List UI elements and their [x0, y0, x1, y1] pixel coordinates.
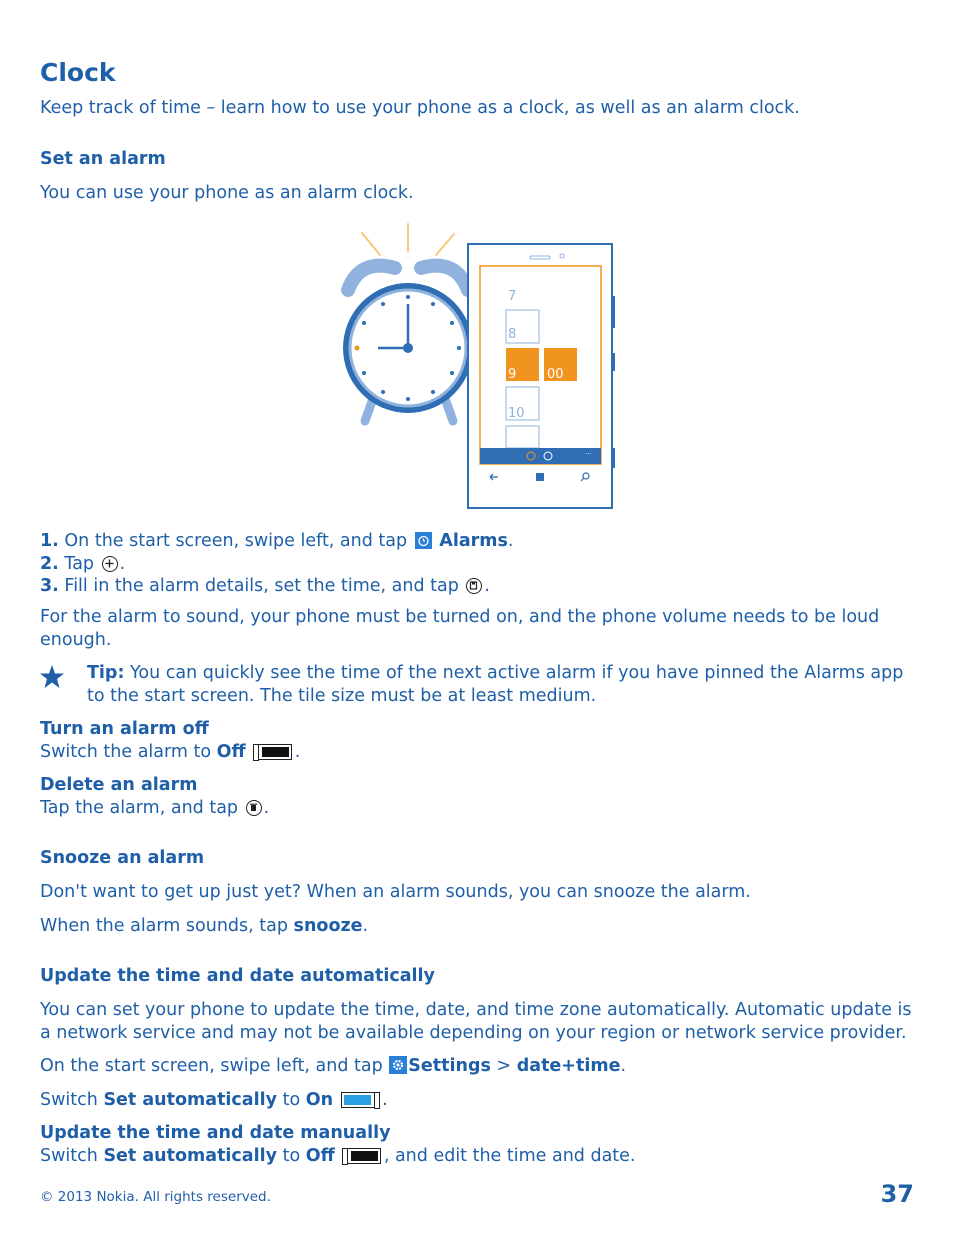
toggle-off-icon [254, 744, 292, 760]
copyright: © 2013 Nokia. All rights reserved. [40, 1189, 271, 1205]
delete-section: Delete an alarm Tap the alarm, and tap . [40, 774, 914, 820]
turn-off-heading: Turn an alarm off [40, 719, 209, 739]
update-manual-section: Update the time and date manually Switch Set automatically to Off , and edit the time and date. [40, 1122, 914, 1168]
save-icon [466, 578, 482, 594]
update-auto-p2: On the start screen, swipe left, and tap Settings > date+time. [40, 1056, 627, 1076]
add-icon [102, 556, 118, 572]
alarm-note: For the alarm to sound, your phone must be turned on, and the phone volume needs to be loud enough. [40, 607, 880, 650]
update-auto-p3: Switch Set automatically to On . [40, 1090, 388, 1110]
snooze-heading: Snooze an alarm [40, 848, 205, 868]
toggle-on-icon [341, 1092, 379, 1108]
settings-tile-icon [389, 1056, 407, 1074]
tip-text: Tip: You can quickly see the time of the next active alarm if you have pinned the Alarms app to the start screen. The tile size must be at least medium. [87, 663, 904, 706]
time-00: 00 [547, 367, 564, 382]
update-auto-heading: Update the time and date automatically [40, 966, 435, 986]
update-manual-heading: Update the time and date manually [40, 1123, 391, 1143]
intro-text: Keep track of time – learn how to use your phone as a clock, as well as an alarm clock. [40, 98, 800, 118]
alarm-clock-phone-illustration [330, 218, 620, 513]
phone-icon [468, 244, 615, 508]
delete-heading: Delete an alarm [40, 775, 198, 795]
alarm-rays [362, 224, 454, 255]
page-title: Clock [40, 58, 116, 87]
turn-off-section: Turn an alarm off Switch the alarm to Off . [40, 718, 914, 764]
time-8: 8 [508, 327, 517, 342]
step-2: 2. Tap . [40, 554, 126, 574]
toggle-off-icon-2 [343, 1148, 381, 1164]
time-10: 10 [508, 406, 525, 421]
time-7: 7 [508, 289, 517, 304]
update-auto-p1: You can set your phone to update the time, date, and time zone automatically. Automatic update is a network service and may not be available depending on your region or network service provider. [40, 1000, 912, 1043]
alarm-clock-icon [343, 266, 473, 421]
step-1: 1. On the start screen, swipe left, and tap Alarms. [40, 531, 514, 551]
snooze-p2: When the alarm sounds, tap snooze. [40, 916, 369, 936]
svg-text:...: ... [585, 448, 592, 456]
alarms-tile-icon [415, 532, 432, 549]
tip-star-icon [40, 665, 64, 688]
time-9: 9 [508, 367, 517, 382]
delete-icon [246, 800, 262, 816]
page-number: 37 [880, 1180, 914, 1208]
set-alarm-intro: You can use your phone as an alarm clock. [40, 183, 414, 203]
step-3: 3. Fill in the alarm details, set the time, and tap . [40, 576, 490, 596]
snooze-p1: Don't want to get up just yet? When an alarm sounds, you can snooze the alarm. [40, 882, 751, 902]
set-alarm-heading: Set an alarm [40, 149, 166, 169]
